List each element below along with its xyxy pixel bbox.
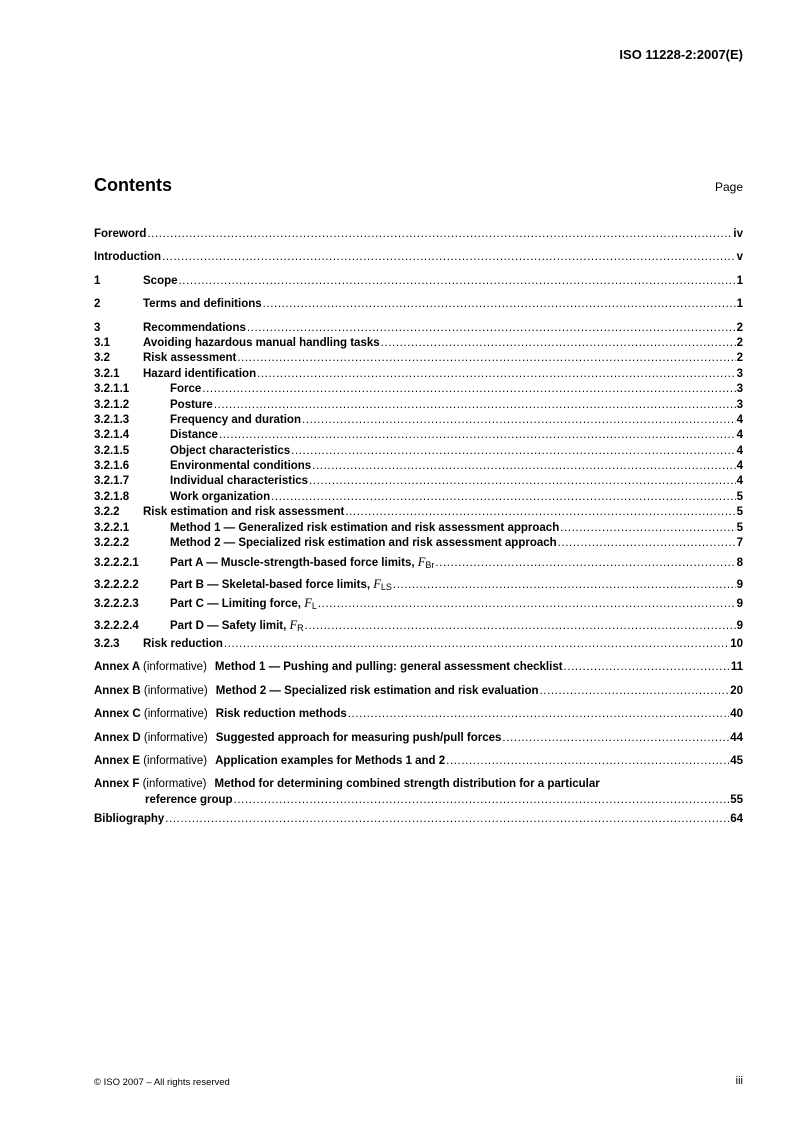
- toc-title: Avoiding hazardous manual handling tasks: [143, 336, 380, 349]
- toc-title: Hazard identification: [143, 367, 257, 380]
- toc-number: 3.2.1.2: [94, 398, 130, 411]
- toc-number: 3.2.1.1: [94, 383, 130, 396]
- toc-page: 2: [736, 321, 743, 334]
- toc-entry-3-2-2-2-2[interactable]: [94, 577, 743, 592]
- toc-page: 20: [730, 684, 743, 697]
- toc-title: Method 1 — Generalized risk estimation and risk assessment approach: [170, 521, 560, 534]
- toc-entry-annex-c[interactable]: [94, 707, 743, 722]
- toc-entry-3-2-2-2-3[interactable]: [94, 596, 743, 611]
- force-symbol: $F_R$: [289, 617, 304, 633]
- toc-title: Work organization: [170, 490, 271, 503]
- toc-number: 3.2.1: [94, 367, 120, 380]
- toc-number: 3.2.1.4: [94, 429, 130, 442]
- toc-entry-3-2-2-1[interactable]: [94, 521, 743, 536]
- toc-title: Scope: [143, 274, 178, 287]
- toc-page: 9: [736, 578, 743, 591]
- toc-number: 3: [94, 321, 101, 334]
- toc-title: Distance: [170, 429, 218, 442]
- toc-title: Foreword: [94, 228, 147, 240]
- toc-title: Object characteristics: [170, 444, 291, 457]
- toc-title: Terms and definitions: [143, 298, 262, 311]
- toc-page: 8: [736, 557, 743, 570]
- toc-page: 10: [730, 637, 743, 650]
- toc-entry-annex-f[interactable]: Annex F (informative) Method for determining combined strength distribution for a particular reference group ..... 55: [94, 777, 743, 808]
- toc-page: 5: [736, 506, 743, 519]
- toc-entry-annex-a[interactable]: [94, 660, 743, 675]
- toc-title: Risk estimation and risk assessment: [143, 506, 345, 519]
- toc-entry-3-2-3[interactable]: [94, 637, 743, 652]
- toc-entry-2[interactable]: [94, 297, 743, 312]
- toc-page: iv: [733, 228, 743, 240]
- toc-entry-foreword[interactable]: [94, 227, 743, 242]
- toc-page: 2: [736, 352, 743, 365]
- toc-page: 45: [730, 754, 743, 767]
- toc-title: Individual characteristics: [170, 475, 309, 488]
- toc-title: Annex F (informative) Method for determining combined strength distribution for a particular: [94, 778, 600, 791]
- toc-page: 2: [736, 336, 743, 349]
- toc-page: 40: [730, 708, 743, 721]
- toc-title: Introduction: [94, 251, 162, 264]
- toc-entry-3-1[interactable]: [94, 336, 743, 351]
- toc-title: Annex E (informative) Application examples for Methods 1 and 2: [94, 754, 446, 767]
- footer-copyright: © ISO 2007 – All rights reserved: [94, 1077, 230, 1088]
- toc-number: 3.2.2.2: [94, 537, 130, 550]
- toc-entry-3[interactable]: [94, 321, 743, 336]
- toc-number: 3.2.2.2.1: [94, 557, 139, 570]
- toc-number: 3.2: [94, 352, 110, 365]
- toc-page: 9: [736, 619, 743, 632]
- toc-page: 4: [736, 460, 743, 473]
- toc-page: 1: [736, 298, 743, 311]
- toc-entry-3-2-2-2[interactable]: [94, 536, 743, 551]
- toc-entry-3-2-2-2-1[interactable]: [94, 555, 743, 570]
- toc-entry-3-2-1-2[interactable]: [94, 398, 743, 413]
- toc-title: Annex D (informative) Suggested approach for measuring push/pull forces: [94, 731, 502, 744]
- toc-entry-3-2-1-4[interactable]: [94, 428, 743, 443]
- toc-entry-3-2-1-6[interactable]: [94, 459, 743, 474]
- toc-page: 4: [736, 413, 743, 426]
- toc-entry-3-2-1-3[interactable]: [94, 413, 743, 428]
- toc-page: v: [736, 251, 743, 264]
- toc-title: Frequency and duration: [170, 413, 301, 426]
- toc-page: 3: [736, 383, 743, 396]
- toc-page: 3: [736, 398, 743, 411]
- toc-number: 3.2.2: [94, 506, 120, 519]
- toc-page: 55: [730, 793, 743, 806]
- toc-entry-3-2[interactable]: [94, 351, 743, 366]
- toc-title: Annex B (informative) Method 2 — Specialized risk estimation and risk evaluation: [94, 684, 539, 697]
- toc-title: Force: [170, 383, 202, 396]
- toc-title: Environmental conditions: [170, 460, 312, 473]
- toc-number: 3.2.2.2.2: [94, 578, 139, 591]
- toc-title: Recommendations: [143, 321, 246, 334]
- toc-entry-3-2-2[interactable]: [94, 505, 743, 520]
- toc-number: 2: [94, 298, 101, 311]
- toc-entry-3-2-1-5[interactable]: [94, 444, 743, 459]
- toc-number: 1: [94, 274, 101, 287]
- toc-entry-3-2-1-1[interactable]: [94, 382, 743, 397]
- toc-entry-annex-d[interactable]: [94, 731, 743, 746]
- toc-number: 3.2.1.8: [94, 490, 130, 503]
- toc-title: Part B — Skeletal-based force limits, $F_{LS}$: [170, 576, 392, 592]
- toc-title: Method 2 — Specialized risk estimation and risk assessment approach: [170, 537, 557, 550]
- toc-page: 64: [730, 813, 743, 826]
- toc-number: 3.2.2.2.3: [94, 598, 139, 611]
- toc-page: 3: [736, 367, 743, 380]
- toc-page: 7: [736, 537, 743, 550]
- toc-page: 5: [736, 490, 743, 503]
- document-id: ISO 11228-2:2007(E): [619, 47, 743, 62]
- toc-number: 3.2.1.5: [94, 444, 130, 457]
- toc-number: 3.2.1.6: [94, 460, 130, 473]
- toc-title: Bibliography: [94, 813, 165, 826]
- toc-title: Part A — Muscle-strength-based force limits, $F_{Br}$: [170, 555, 435, 571]
- toc-entry-1[interactable]: [94, 274, 743, 289]
- toc-number: 3.1: [94, 336, 110, 349]
- toc-page: 4: [736, 475, 743, 488]
- force-symbol: $F_{Br}$: [417, 555, 435, 571]
- toc-title: Part D — Safety limit, $F_R$: [170, 617, 304, 633]
- toc-entry-3-2-1-8[interactable]: [94, 490, 743, 505]
- toc-page: 5: [736, 521, 743, 534]
- toc-number: 3.2.1.3: [94, 413, 130, 426]
- toc-entry-introduction[interactable]: [94, 250, 743, 265]
- toc-number: 3.2.2.1: [94, 521, 130, 534]
- toc-entry-3-2-1-7[interactable]: [94, 474, 743, 489]
- table-of-contents: [94, 227, 743, 828]
- toc-entry-3-2-2-2-4[interactable]: [94, 618, 743, 633]
- toc-number: 3.2.3: [94, 637, 120, 650]
- toc-title: Posture: [170, 398, 213, 411]
- toc-number: 3.2.2.2.4: [94, 619, 139, 632]
- footer-page-number: iii: [735, 1075, 743, 1087]
- toc-page: 4: [736, 444, 743, 457]
- toc-entry-annex-b[interactable]: [94, 684, 743, 699]
- toc-page: 11: [730, 661, 743, 674]
- toc-number: 3.2.1.7: [94, 475, 130, 488]
- toc-entry-annex-e[interactable]: [94, 754, 743, 769]
- toc-title: Part C — Limiting force, $F_L$: [170, 596, 317, 612]
- toc-page: 4: [736, 429, 743, 442]
- toc-entry-bibliography[interactable]: [94, 812, 743, 827]
- toc-page: 9: [736, 598, 743, 611]
- page-column-label: Page: [714, 180, 743, 194]
- toc-page: 1: [736, 274, 743, 287]
- force-symbol: $F_L$: [304, 596, 317, 612]
- contents-title: Contents: [94, 175, 172, 195]
- force-symbol: $F_{LS}$: [373, 576, 392, 592]
- toc-title: Annex A (informative) Method 1 — Pushing and pulling: general assessment checklist: [94, 661, 563, 674]
- toc-title: Annex C (informative) Risk reduction methods: [94, 708, 347, 721]
- toc-entry-3-2-1[interactable]: [94, 367, 743, 382]
- toc-page: 44: [730, 731, 743, 744]
- toc-title: Risk assessment: [143, 352, 237, 365]
- toc-title: Risk reduction: [143, 637, 223, 650]
